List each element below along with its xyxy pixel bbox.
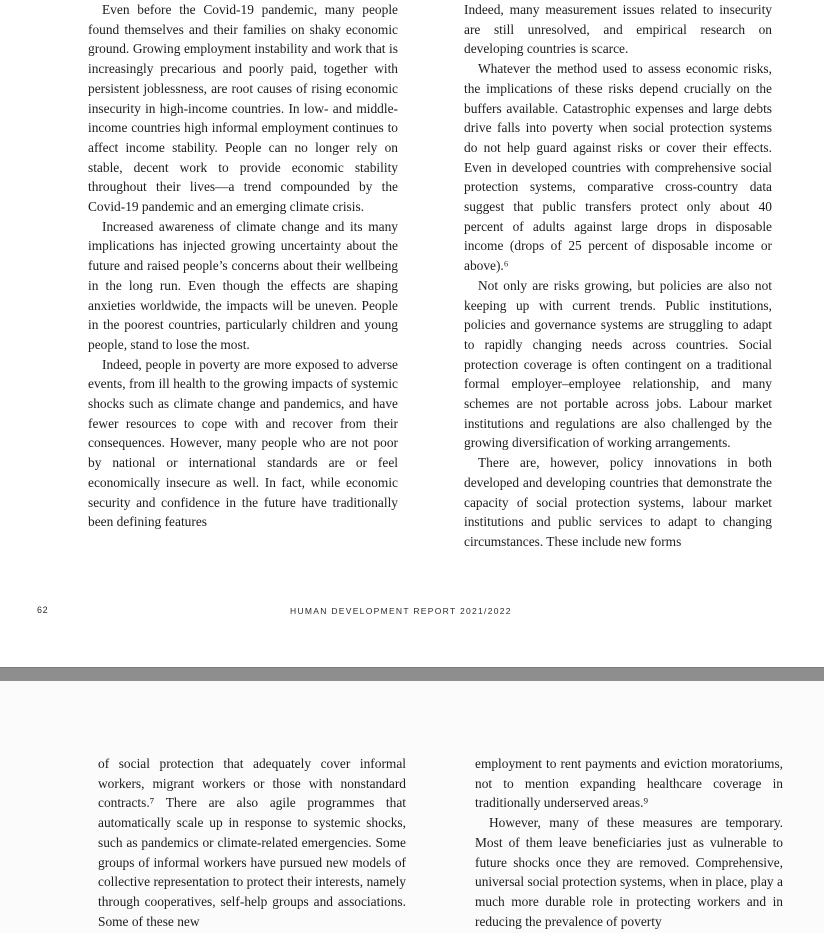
paragraph: Even before the Covid-19 pandemic, many people found themselves and their families on shaky economic ground. Growing employment instability and work that is increasingly precarious and poorly paid, together with persistent joblessness, are root causes of rising economic insecurity in high-income countries. In low- and middle-income countries high informal employment continues to affect income stability. People can no longer rely on stable, decent work to provide economic stability throughout their lives—a trend compounded by the Covid-19 pandemic and an emerging climate crisis. xyxy=(88,2,398,215)
paragraph: Indeed, people in poverty are more exposed to adverse events, from ill health to the growing impacts of systemic shocks such as climate change and pandemics, and have fewer resources to cope with and recover from their consequences. However, many people who are not poor by national or international standards are or feel economically insecure as well. In fact, while economic security and confidence in the future have traditionally been defining features xyxy=(88,356,398,530)
paragraph: Not only are risks growing, but policies are also not keeping up with current trends. Public institutions, policies and governance systems are struggling to adapt to rapidly changing needs across countries. Social protection coverage is often contingent on a traditional formal employer–employee relationship, and many schemes are not portable across jobs. Labour market institutions and regulations are also challenged by the growing diversification of working arrangements. xyxy=(464,277,772,451)
paragraph: Whatever the method used to assess economic risks, the implications of these risks depend crucially on the buffers available. Catastrophic expenses and large debts drive falls into poverty when social protection systems do not help guard against risks or cover their effects. Even in developed countries with comprehensive social protection systems, comparative cross-country data suggest that public transfers protect only about 40 percent of adults against large drops in disposable income (drops of 25 percent of disposable income or above).⁶ xyxy=(464,61,772,274)
running-title: HUMAN DEVELOPMENT REPORT 2021/2022 xyxy=(290,606,512,616)
page-bottom-right-column xyxy=(475,754,783,931)
page-bottom-left-column xyxy=(98,754,406,931)
page-top-right-column xyxy=(464,0,772,552)
paragraph: There are, however, policy innovations in both developed and developing countries that demonstrate the capacity of social protection systems, labour market institutions and public services to adapt to changing circumstances. These include new forms xyxy=(464,455,772,549)
page-top-left-column xyxy=(88,0,398,532)
paragraph: However, many of these measures are temporary. Most of them leave beneficiaries just as vulnerable to future shocks once they are removed. Comprehensive, universal social protection systems, when in place, play a much more durable role in protecting workers and in reducing the prevalence of poverty xyxy=(475,815,783,929)
paragraph: Increased awareness of climate change and its many implications has injected growing uncertainty about the future and raised people’s concerns about their wellbeing in the long run. Even though the effects are shaping anxieties worldwide, the impacts will be uneven. People in the poorest countries, particularly children and young people, stand to lose the most. xyxy=(88,218,398,352)
page-separator xyxy=(0,667,824,681)
paragraph: of social protection that adequately cover informal workers, migrant workers or those with nonstandard contracts.⁷ There are also agile programmes that automatically scale up in response to systemic shocks, such as pandemics or climate-related emergencies. Some groups of informal workers have pursued new models of collective representation to protect their interests, namely through cooperatives, self-help groups and associations. Some of these new xyxy=(98,756,406,929)
page-bottom xyxy=(0,681,824,933)
paragraph: Indeed, many measurement issues related to insecurity are still unresolved, and empirical research on developing countries is scarce. xyxy=(464,2,772,57)
page-number: 62 xyxy=(37,605,49,615)
paragraph: employment to rent payments and eviction moratoriums, not to mention expanding healthcare coverage in traditionally underserved areas.⁹ xyxy=(475,756,783,811)
